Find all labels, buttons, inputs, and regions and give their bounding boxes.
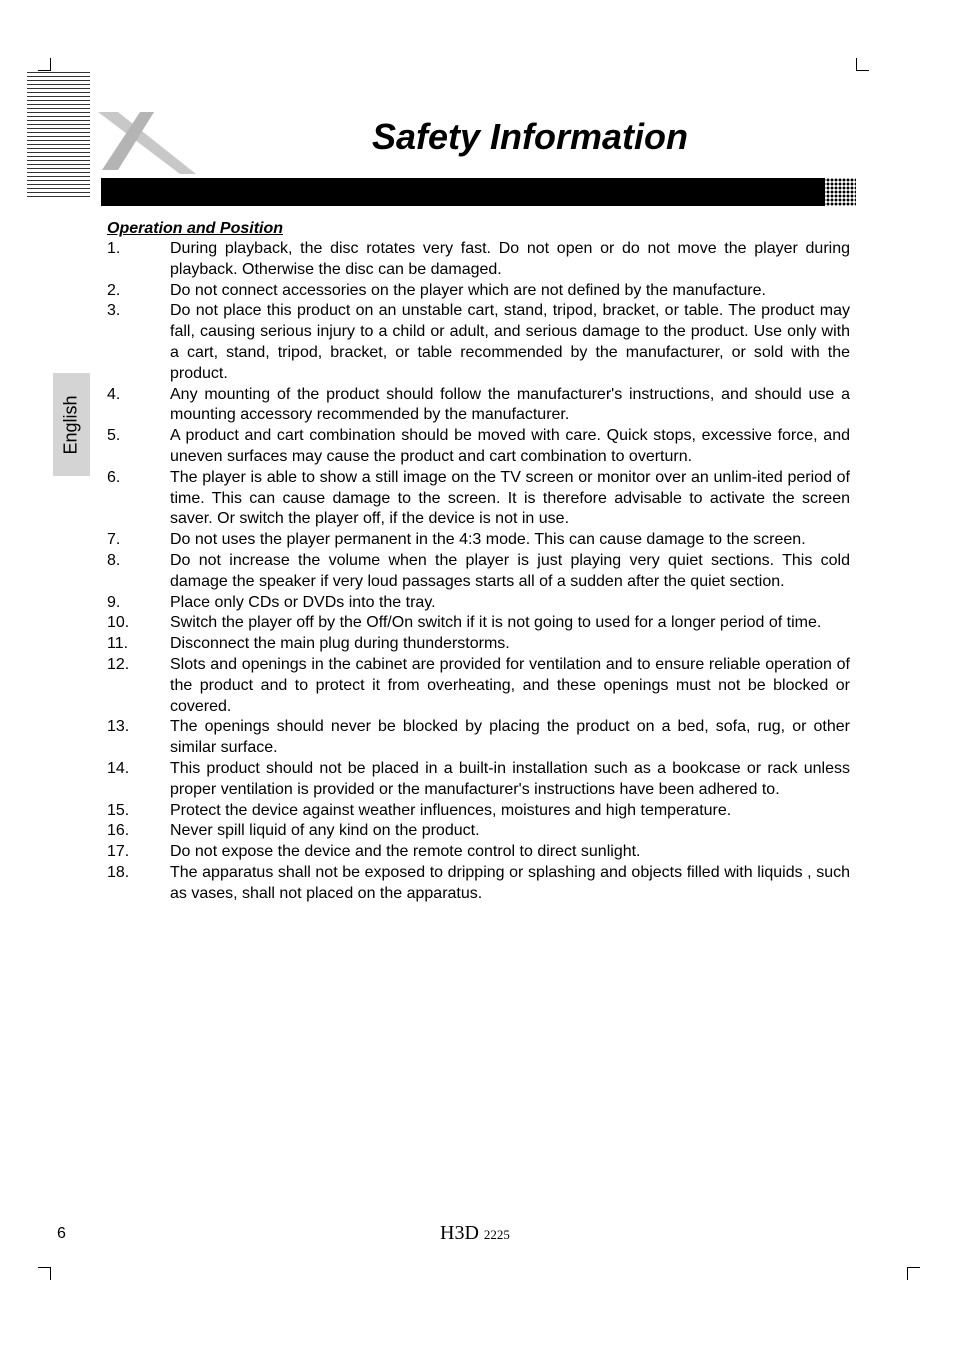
- list-item: [107, 301, 850, 384]
- list-item: [107, 281, 850, 302]
- list-item-number: 10.: [107, 614, 130, 632]
- language-tab: [53, 373, 90, 476]
- header-dot-pattern: [818, 178, 856, 206]
- list-item-text: Do not place this product on an unstable cart, stand, tripod, bracket, or table. The product may fall, causing serious injury to a child or adult, and serious damage to the product. Use only with a cart, stand, tripod, bracket, or table recommended by the manufacturer, or sold with the product.: [170, 302, 850, 382]
- list-item: [107, 801, 850, 822]
- list-item-text: Do not increase the volume when the player is just playing very quiet sections. This cold damage the speaker if very loud passages starts all of a sudden after the quiet section.: [170, 551, 850, 590]
- list-item-number: 18.: [107, 863, 130, 881]
- list-item-text: Any mounting of the product should follow the manufacturer's instructions, and should use a mounting accessory recommended by the manufacturer.: [170, 385, 850, 424]
- list-item: [107, 239, 850, 281]
- list-item-number: 13.: [107, 718, 130, 736]
- list-item-number: 14.: [107, 759, 130, 777]
- list-item: [107, 655, 850, 717]
- list-item-text: Do not expose the device and the remote control to direct sunlight.: [170, 843, 641, 861]
- list-item-text: Never spill liquid of any kind on the product.: [170, 822, 480, 840]
- list-item: [107, 759, 850, 801]
- list-item: [107, 613, 850, 634]
- list-item-number: 1.: [107, 240, 121, 257]
- list-item-number: 12.: [107, 655, 130, 673]
- list-item-text: Protect the device against weather influences, moistures and high temperature.: [170, 801, 732, 819]
- language-tab-label: English: [60, 395, 81, 455]
- list-item: [107, 551, 850, 593]
- safety-list: [107, 239, 850, 905]
- list-item-number: 9.: [107, 593, 121, 611]
- footer-model-name: H3D: [440, 1222, 479, 1244]
- list-item-text: Place only CDs or DVDs into the tray.: [170, 593, 436, 611]
- list-item-text: Do not connect accessories on the player which are not defined by the manufacture.: [170, 281, 766, 299]
- decorative-stripes: [27, 72, 90, 200]
- page-title: Safety Information: [371, 116, 689, 157]
- list-item: [107, 468, 850, 530]
- footer-model: [440, 1222, 510, 1245]
- list-item-text: A product and cart combination should be moved with care. Quick stops, excessive force, and uneven surfaces may cause the product and cart combination to overturn.: [170, 427, 850, 465]
- crop-mark-top-right: [856, 58, 869, 71]
- list-item: [107, 426, 850, 468]
- list-item-number: 8.: [107, 551, 121, 569]
- footer-model-number: 2225: [483, 1227, 510, 1242]
- list-item-text: Switch the player off by the Off/On switch if it is not going to used for a longer period of time.: [170, 614, 822, 632]
- list-item-number: 17.: [107, 843, 130, 861]
- list-item-text: Do not uses the player permanent in the 4:3 mode. This can cause damage to the screen.: [170, 531, 806, 549]
- list-item: [107, 385, 850, 427]
- crop-mark-top-left: [38, 58, 51, 71]
- list-item-number: 2.: [107, 281, 121, 299]
- list-item-number: 5.: [107, 427, 121, 445]
- list-item-number: 3.: [107, 302, 121, 320]
- list-item: [107, 717, 850, 759]
- list-item-text: This product should not be placed in a built-in installation such as a bookcase or rack unless proper ventilation is provided or the manufacturer's instructions have been adhered to.: [170, 759, 850, 798]
- crop-mark-bottom-right: [907, 1267, 920, 1280]
- list-item: [107, 821, 850, 842]
- list-item-text: Disconnect the main plug during thunderstorms.: [170, 635, 510, 653]
- crop-mark-bottom-left: [38, 1267, 51, 1280]
- list-item-text: The openings should never be blocked by placing the product on a bed, sofa, rug, or other similar surface.: [170, 718, 850, 757]
- list-item-number: 15.: [107, 801, 130, 819]
- list-item: [107, 593, 850, 614]
- list-item-text: The player is able to show a still image on the TV screen or monitor over an unlim-ited period of time. This can cause damage to the screen. It is therefore advisable to activate the screen saver. Or switch the player off, if the device is not in use.: [170, 468, 850, 528]
- list-item-number: 6.: [107, 468, 121, 486]
- list-item-number: 7.: [107, 531, 121, 549]
- header-bar: [101, 178, 825, 206]
- list-item-number: 4.: [107, 385, 121, 403]
- list-item-text: During playback, the disc rotates very fast. Do not open or do not move the player during playback. Otherwise the disc can be damaged.: [170, 240, 850, 278]
- list-item: [107, 863, 850, 905]
- x-logo-icon: [96, 108, 196, 176]
- content-area: [107, 218, 850, 905]
- list-item: [107, 530, 850, 551]
- list-item: [107, 842, 850, 863]
- list-item: [107, 634, 850, 655]
- list-item-number: 16.: [107, 822, 130, 840]
- list-item-text: The apparatus shall not be exposed to dripping or splashing and objects filled with liquids , such as vases, shall not placed on the apparatus.: [170, 863, 850, 902]
- page-number: 6: [57, 1225, 66, 1242]
- list-item-text: Slots and openings in the cabinet are provided for ventilation and to ensure reliable operation of the product and to protect it from overheating, and these openings must not be blocked or covered.: [170, 655, 850, 715]
- list-item-number: 11.: [107, 635, 129, 653]
- section-heading: Operation and Position: [107, 220, 284, 237]
